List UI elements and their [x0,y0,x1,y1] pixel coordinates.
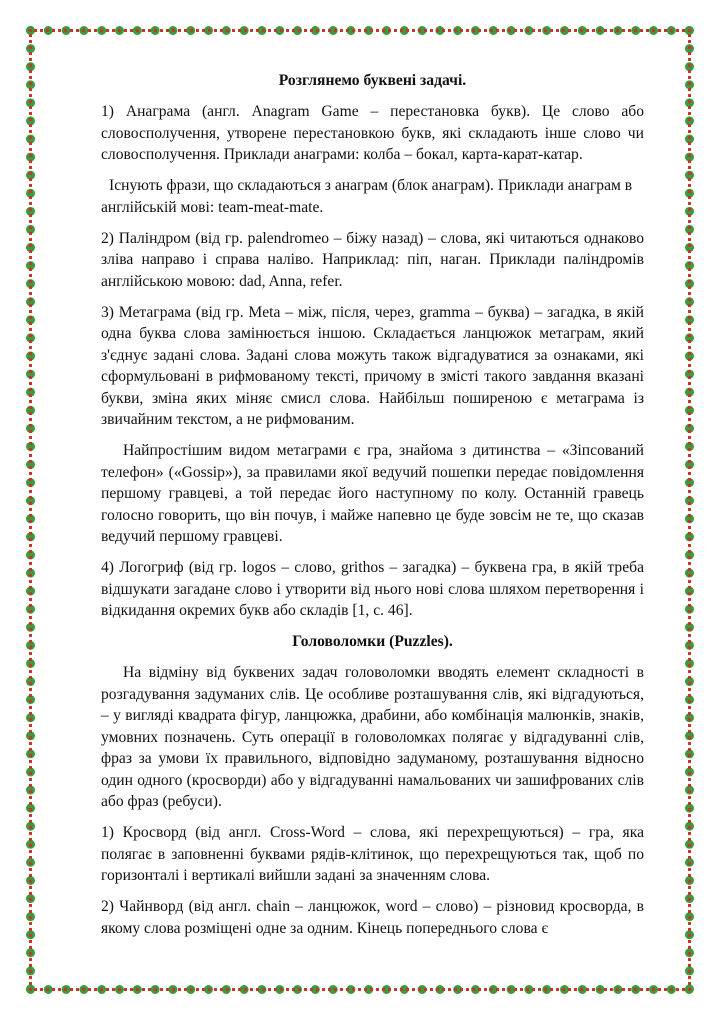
paragraph-chainword: 2) Чайнворд (від англ. chain – ланцюжок, word – слово) – різновид кросворда, в якому слова розміщені одне за одним. Кінець попереднього слова є [101,898,644,937]
paragraph-gossip: Найпростішим видом метаграми є гра, знайома з дитинства – «Зіпсований телефон» («Gossip»), за правилами якої ведучий пошепки передає повідомлення першому гравцеві, а той передає його наступному по колу. Останній гравець голосно говорить, що він почув, і майже напевно це буде зовсім не те, що сказав ведучий першому гравцеві. [101,442,644,545]
heading-puzzles: Головоломки (Puzzles). [292,633,453,650]
paragraph-crossword: 1) Кросворд (від англ. Cross-Word – слова, які перехрещуються) – гра, яка полягає в заповненні буквами рядів-клітинок, що перехрещуються так, щоб по горизонталі і вертикалі вийшли задані за значенням слова. [101,824,644,884]
heading-letter-tasks: Розглянемо буквені задачі. [278,72,467,89]
paragraph-puzzles-intro: На відміну від буквених задач головоломки вводять елемент складності в розгадування задуманих слів. Це особливе розташування слів, які відгадуються, – у вигляді квадрата фігур, ланцюжка, драбини, або комбінація малюнків, знаків, умовних позначень. Суть операції в головоломках полягає у відгадуванні слів, фраз за умови їх правильного, відповідно задуманому, розташування відносно один одного (кросворди) або у відгадуванні намальованих чи зашифрованих слів або фраз (ребуси). [101,664,644,810]
paragraph-anagram-phrases: Існують фрази, що складаються з анаграм (блок анаграм). Приклади анаграм в англійській мові: team-meat-mate. [101,177,633,216]
paragraph-palindrome: 2) Паліндром (від гр. palendromeo – біжу назад) – слова, які читаються однаково зліва направо і справа наліво. Наприклад: піп, наган. Приклади паліндромів англійською мовою: dad, Anna, refer. [101,229,644,290]
paragraph-metagram: 3) Метаграма (від гр. Meta – між, після, через, gramma – буква) – загадка, в якій одна буква слова замінюється іншою. Складається ланцюжок метаграм, який з'єднує задані слова. Задані слова можуть також відгадуватися за ознаками, які сформульовані в рифмованому тексті, причому в змісті такого завдання вказані букви, зміна яких міняє смисл слова. Найбільш поширеною є метаграма із звичайним текстом, а не рифмованим. [101,303,644,428]
paragraph-anagram: 1) Анаграма (англ. Anagram Game – перестановка букв). Це слово або словосполучення, утворене перестановкою букв, які складають інше слово чи словосполучення. Приклади анаграми: колба – бокал, карта-карат-катар. [101,103,644,163]
document-body [101,62,644,949]
paragraph-logogriph: 4) Логогриф (від гр. logos – слово, grithos – загадка) – буквена гра, в якій треба відшукати загадане слово і утворити від нього нові слова шляхом перетворення і відкидання окремих букв або складів [1, с. 46]. [101,559,644,619]
